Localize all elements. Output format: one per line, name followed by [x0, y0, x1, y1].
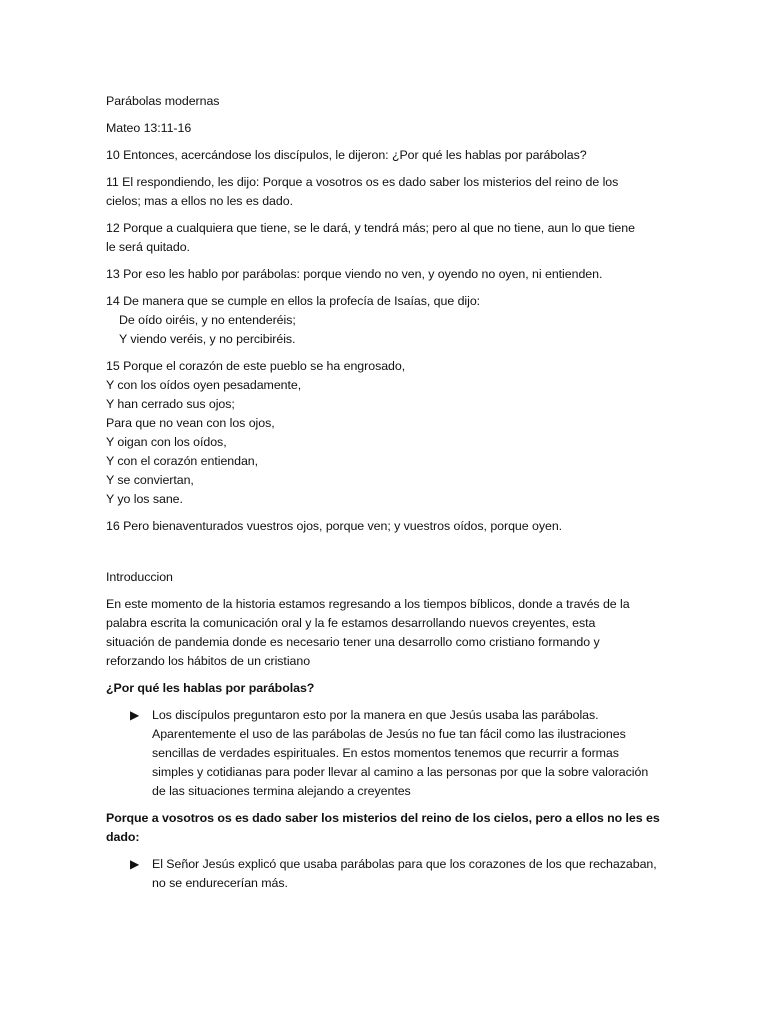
verse-12-line: le será quitado.	[106, 240, 190, 254]
section-spacer	[106, 536, 666, 568]
section-2-heading-line: dado:	[106, 830, 140, 844]
verse-15-line: Y yo los sane.	[106, 492, 183, 506]
verse-15-line: Y con el corazón entiendan,	[106, 454, 259, 468]
bullet-item-1	[106, 706, 666, 801]
scripture-reference: Mateo 13:11-16	[106, 121, 192, 135]
intro-line: reforzando los hábitos de un cristiano	[106, 654, 311, 668]
bullet-arrow-icon: ▶	[130, 708, 140, 722]
verse-11	[106, 173, 666, 211]
intro-paragraph	[106, 595, 666, 671]
verse-12	[106, 219, 666, 257]
intro-line: situación de pandemia donde es necesario tener una desarrollo como cristiano formando y	[106, 635, 600, 649]
verse-10: 10 Entonces, acercándose los discípulos, le dijeron: ¿Por qué les hablas por parábolas?	[106, 148, 587, 162]
verse-14-quote-line: Y viendo veréis, y no percibiréis.	[119, 332, 296, 346]
verse-15-line: Y han cerrado sus ojos;	[106, 397, 235, 411]
question-heading: ¿Por qué les hablas por parábolas?	[106, 681, 315, 695]
bullet-arrow-icon: ▶	[130, 857, 140, 871]
verse-14-quote-line: De oído oiréis, y no entenderéis;	[119, 313, 296, 327]
verse-15-line: Y oigan con los oídos,	[106, 435, 227, 449]
document-title: Parábolas modernas	[106, 94, 220, 108]
bullet-1-line: sencillas de verdades espirituales. En estos momentos tenemos que recurrir a formas	[152, 746, 619, 760]
section-2-heading-line: Porque a vosotros os es dado saber los misterios del reino de los cielos, pero a ellos no les es	[106, 811, 660, 825]
intro-heading: Introduccion	[106, 570, 173, 584]
verse-15-line: Para que no vean con los ojos,	[106, 416, 275, 430]
verse-11-line: cielos; mas a ellos no les es dado.	[106, 194, 293, 208]
intro-line: En este momento de la historia estamos regresando a los tiempos bíblicos, donde a través de la	[106, 597, 630, 611]
verse-14-line: 14 De manera que se cumple en ellos la profecía de Isaías, que dijo:	[106, 294, 481, 308]
section-2-heading	[106, 809, 666, 847]
bullet-1-line: de las situaciones termina alejando a creyentes	[152, 784, 411, 798]
verse-13: 13 Por eso les hablo por parábolas: porque viendo no ven, y oyendo no oyen, ni entienden.	[106, 267, 603, 281]
verse-12-line: 12 Porque a cualquiera que tiene, se le dará, y tendrá más; pero al que no tiene, aun lo que tiene	[106, 221, 635, 235]
verse-15-line: Y se conviertan,	[106, 473, 194, 487]
verse-14	[106, 292, 666, 349]
verse-15-line: Y con los oídos oyen pesadamente,	[106, 378, 302, 392]
bullet-item-2	[106, 855, 666, 893]
bullet-2-line: El Señor Jesús explicó que usaba parábolas para que los corazones de los que rechazaban,	[152, 857, 657, 871]
verse-11-line: 11 El respondiendo, les dijo: Porque a vosotros os es dado saber los misterios del reino de los	[106, 175, 619, 189]
bullet-1-line: simples y cotidianas para poder llevar al camino a las personas por que la sobre valoración	[152, 765, 649, 779]
bullet-1-line: Aparentemente el uso de las parábolas de Jesús no fue tan fácil como las ilustraciones	[152, 727, 626, 741]
bullet-1-line: Los discípulos preguntaron esto por la manera en que Jesús usaba las parábolas.	[152, 708, 599, 722]
intro-line: palabra escrita la comunicación oral y la fe estamos desarrollando nuevos creyentes, esta	[106, 616, 596, 630]
verse-16: 16 Pero bienaventurados vuestros ojos, porque ven; y vuestros oídos, porque oyen.	[106, 519, 563, 533]
verse-15-line: 15 Porque el corazón de este pueblo se ha engrosado,	[106, 359, 406, 373]
bullet-2-line: no se endurecerían más.	[152, 876, 288, 890]
verse-15	[106, 357, 666, 509]
document-body	[106, 92, 666, 893]
